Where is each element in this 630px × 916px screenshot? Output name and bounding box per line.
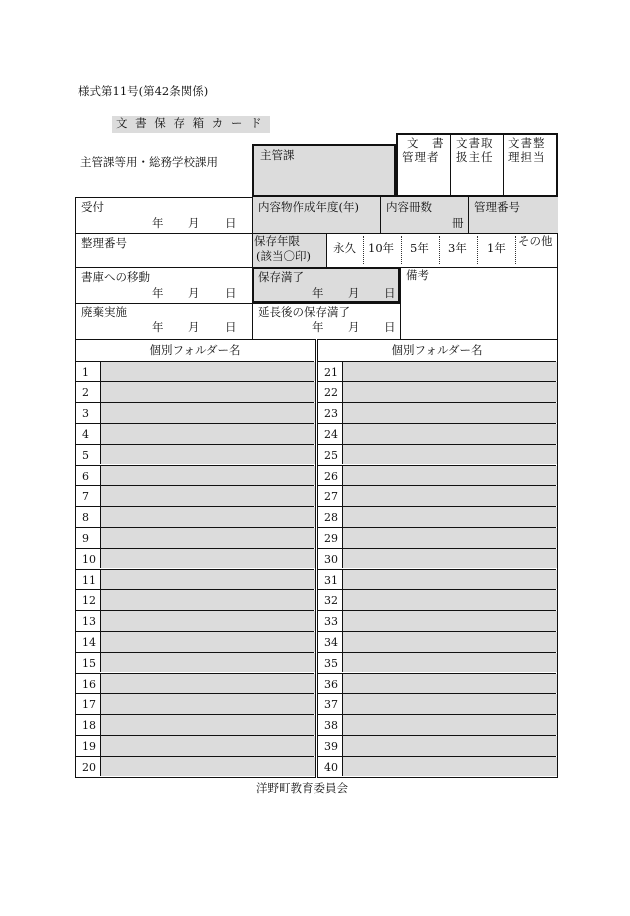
folder-row bbox=[318, 693, 556, 714]
folder-name-cell[interactable] bbox=[342, 486, 557, 506]
folder-row bbox=[76, 548, 314, 569]
folder-name-cell[interactable] bbox=[100, 424, 315, 444]
folder-name-cell[interactable] bbox=[100, 403, 315, 423]
folder-name-cell[interactable] bbox=[100, 570, 315, 590]
folder-name-cell[interactable] bbox=[342, 528, 557, 548]
folder-row-number: 10 bbox=[82, 552, 96, 566]
folder-row-number: 13 bbox=[82, 615, 96, 629]
extended-expiry-label: 延長後の保存満了 bbox=[258, 305, 350, 319]
folder-row-number: 40 bbox=[324, 760, 338, 774]
folder-row-number: 33 bbox=[324, 615, 338, 629]
folder-row-number: 4 bbox=[82, 427, 89, 441]
folder-row bbox=[76, 465, 314, 486]
folder-header-left: 個別フォルダー名 bbox=[149, 343, 241, 357]
folder-row-number: 5 bbox=[82, 448, 89, 462]
folder-row-number: 11 bbox=[82, 573, 96, 587]
folder-name-cell[interactable] bbox=[342, 403, 557, 423]
organizer-label-2: 理担当 bbox=[508, 150, 546, 164]
folder-table-left bbox=[75, 339, 316, 778]
extended-month: 月 bbox=[348, 320, 360, 334]
folder-row bbox=[318, 652, 556, 673]
organizer-label-1: 文書整 bbox=[508, 136, 546, 150]
folder-name-cell[interactable] bbox=[100, 528, 315, 548]
footer-org: 洋野町教育委員会 bbox=[256, 781, 348, 795]
manager-label-2: 管理者 bbox=[402, 150, 440, 164]
option-10-years[interactable]: 10年 bbox=[368, 241, 395, 255]
move-day: 日 bbox=[225, 286, 237, 300]
folder-row-number: 39 bbox=[324, 739, 338, 753]
folder-name-cell[interactable] bbox=[100, 466, 315, 486]
folder-name-cell[interactable] bbox=[100, 715, 315, 735]
folder-row-number: 24 bbox=[324, 427, 338, 441]
folder-row bbox=[318, 527, 556, 548]
option-3-years[interactable]: 3年 bbox=[448, 241, 467, 255]
folder-row bbox=[76, 589, 314, 610]
folder-name-cell[interactable] bbox=[100, 362, 315, 382]
folder-name-cell[interactable] bbox=[100, 590, 315, 610]
folder-name-cell[interactable] bbox=[342, 653, 557, 673]
folder-name-cell[interactable] bbox=[342, 466, 557, 486]
disposal-label: 廃棄実施 bbox=[81, 305, 127, 319]
received-year: 年 bbox=[152, 216, 164, 230]
folder-name-cell[interactable] bbox=[100, 694, 315, 714]
expiry-year: 年 bbox=[312, 286, 324, 300]
folder-row bbox=[318, 548, 556, 569]
folder-row bbox=[318, 402, 556, 423]
folder-row bbox=[76, 735, 314, 756]
folder-row-number: 17 bbox=[82, 698, 96, 712]
folder-row bbox=[76, 402, 314, 423]
folder-row bbox=[76, 673, 314, 694]
folder-row-number: 21 bbox=[324, 365, 338, 379]
folder-row-number: 32 bbox=[324, 594, 338, 608]
disposal-day: 日 bbox=[225, 320, 237, 334]
folder-row-number: 38 bbox=[324, 719, 338, 733]
folder-name-cell[interactable] bbox=[100, 736, 315, 756]
main-dept-box[interactable] bbox=[252, 144, 396, 197]
folder-row-number: 6 bbox=[82, 469, 89, 483]
folder-row-number: 18 bbox=[82, 719, 96, 733]
handler-label-1: 文書取 bbox=[456, 136, 494, 150]
folder-row-number: 25 bbox=[324, 448, 338, 462]
folder-name-cell[interactable] bbox=[100, 486, 315, 506]
approval-box bbox=[396, 133, 558, 197]
folder-row-number: 7 bbox=[82, 490, 89, 504]
folder-row bbox=[318, 485, 556, 506]
folder-row-number: 27 bbox=[324, 490, 338, 504]
folder-row-number: 14 bbox=[82, 635, 96, 649]
folder-name-cell[interactable] bbox=[342, 632, 557, 652]
folder-row bbox=[76, 610, 314, 631]
folder-name-cell[interactable] bbox=[100, 507, 315, 527]
folder-row-number: 2 bbox=[82, 386, 89, 400]
disposal-month: 月 bbox=[188, 320, 200, 334]
folder-row-number: 12 bbox=[82, 594, 96, 608]
extended-year: 年 bbox=[312, 320, 324, 334]
folder-name-cell[interactable] bbox=[342, 611, 557, 631]
folder-name-cell[interactable] bbox=[100, 674, 315, 694]
main-dept-label: 主管課 bbox=[260, 148, 295, 162]
folder-row-number: 37 bbox=[324, 698, 338, 712]
folder-row bbox=[318, 444, 556, 465]
option-5-years[interactable]: 5年 bbox=[410, 241, 429, 255]
folder-row bbox=[318, 569, 556, 590]
folder-row-number: 36 bbox=[324, 677, 338, 691]
move-year: 年 bbox=[152, 286, 164, 300]
folder-name-cell[interactable] bbox=[342, 549, 557, 569]
folder-row-number: 28 bbox=[324, 511, 338, 525]
folder-row-number: 19 bbox=[82, 739, 96, 753]
folder-row-number: 3 bbox=[82, 407, 89, 421]
folder-row bbox=[76, 693, 314, 714]
folder-row bbox=[76, 444, 314, 465]
folder-header-right: 個別フォルダー名 bbox=[391, 343, 483, 357]
folder-row bbox=[76, 569, 314, 590]
folder-name-cell[interactable] bbox=[342, 694, 557, 714]
folder-row-number: 20 bbox=[82, 760, 96, 774]
folder-row bbox=[318, 610, 556, 631]
folder-row bbox=[318, 714, 556, 735]
folder-row-number: 26 bbox=[324, 469, 338, 483]
received-day: 日 bbox=[225, 216, 237, 230]
folder-row bbox=[318, 756, 556, 777]
disposal-year: 年 bbox=[152, 320, 164, 334]
folder-row-number: 35 bbox=[324, 656, 338, 670]
form-number: 様式第11号(第42条関係) bbox=[78, 84, 209, 98]
folder-name-cell[interactable] bbox=[100, 757, 315, 777]
folder-row-number: 29 bbox=[324, 531, 338, 545]
folder-name-cell[interactable] bbox=[100, 382, 315, 402]
usage-label: 主管課等用・総務学校課用 bbox=[80, 155, 218, 169]
folder-table-right bbox=[317, 339, 558, 778]
folder-row-number: 1 bbox=[82, 365, 89, 379]
folder-row-number: 8 bbox=[82, 511, 89, 525]
folder-row bbox=[76, 756, 314, 777]
folder-row bbox=[318, 506, 556, 527]
move-month: 月 bbox=[188, 286, 200, 300]
folder-name-cell[interactable] bbox=[342, 445, 557, 465]
received-label: 受付 bbox=[81, 200, 104, 214]
folder-row bbox=[318, 423, 556, 444]
folder-row bbox=[76, 381, 314, 402]
folder-name-cell[interactable] bbox=[342, 382, 557, 402]
expiry-label: 保存満了 bbox=[258, 270, 304, 284]
folder-name-cell[interactable] bbox=[342, 736, 557, 756]
folder-row-number: 23 bbox=[324, 407, 338, 421]
folder-name-cell[interactable] bbox=[100, 653, 315, 673]
folder-row bbox=[76, 527, 314, 548]
folder-name-cell[interactable] bbox=[342, 507, 557, 527]
org-no-label: 整理番号 bbox=[81, 236, 127, 250]
folder-row bbox=[76, 506, 314, 527]
folder-name-cell[interactable] bbox=[100, 445, 315, 465]
option-other[interactable]: その他 bbox=[518, 234, 553, 248]
folder-name-cell[interactable] bbox=[342, 424, 557, 444]
option-permanent[interactable]: 永久 bbox=[333, 241, 356, 255]
folder-name-cell[interactable] bbox=[100, 632, 315, 652]
folder-row-number: 15 bbox=[82, 656, 96, 670]
folder-row bbox=[76, 714, 314, 735]
folder-row bbox=[76, 652, 314, 673]
folder-row-number: 9 bbox=[82, 531, 89, 545]
folder-row bbox=[318, 465, 556, 486]
folder-name-cell[interactable] bbox=[342, 757, 557, 777]
mgmt-no-label: 管理番号 bbox=[474, 200, 520, 214]
folder-row-number: 30 bbox=[324, 552, 338, 566]
folder-row bbox=[76, 631, 314, 652]
folder-row bbox=[76, 423, 314, 444]
retention-label-2: (該当〇印) bbox=[256, 249, 311, 263]
folder-name-cell[interactable] bbox=[342, 674, 557, 694]
remarks-label: 備考 bbox=[406, 268, 429, 282]
folder-row bbox=[76, 361, 314, 382]
option-1-year[interactable]: 1年 bbox=[487, 241, 506, 255]
volume-count-label: 内容冊数 bbox=[386, 200, 432, 214]
expiry-month: 月 bbox=[348, 286, 360, 300]
folder-name-cell[interactable] bbox=[342, 590, 557, 610]
folder-name-cell[interactable] bbox=[100, 611, 315, 631]
folder-row-number: 34 bbox=[324, 635, 338, 649]
folder-row-number: 31 bbox=[324, 573, 338, 587]
folder-row bbox=[318, 673, 556, 694]
handler-label-2: 扱主任 bbox=[456, 150, 494, 164]
volume-unit: 冊 bbox=[452, 216, 464, 230]
folder-name-cell[interactable] bbox=[100, 549, 315, 569]
content-year-label: 内容物作成年度(年) bbox=[258, 200, 359, 214]
folder-row bbox=[318, 381, 556, 402]
folder-row bbox=[318, 589, 556, 610]
manager-label-1: 文 書 bbox=[407, 136, 445, 150]
extended-day: 日 bbox=[384, 320, 396, 334]
folder-name-cell[interactable] bbox=[342, 570, 557, 590]
folder-row bbox=[76, 485, 314, 506]
folder-name-cell[interactable] bbox=[342, 715, 557, 735]
retention-label-1: 保存年限 bbox=[254, 234, 300, 248]
folder-row bbox=[318, 631, 556, 652]
received-month: 月 bbox=[188, 216, 200, 230]
card-title: 文 書 保 存 箱 カ ー ド bbox=[112, 116, 270, 133]
move-storage-label: 書庫への移動 bbox=[81, 270, 150, 284]
expiry-day: 日 bbox=[384, 286, 396, 300]
folder-row-number: 16 bbox=[82, 677, 96, 691]
folder-row bbox=[318, 361, 556, 382]
folder-row-number: 22 bbox=[324, 386, 338, 400]
folder-row bbox=[318, 735, 556, 756]
folder-name-cell[interactable] bbox=[342, 362, 557, 382]
